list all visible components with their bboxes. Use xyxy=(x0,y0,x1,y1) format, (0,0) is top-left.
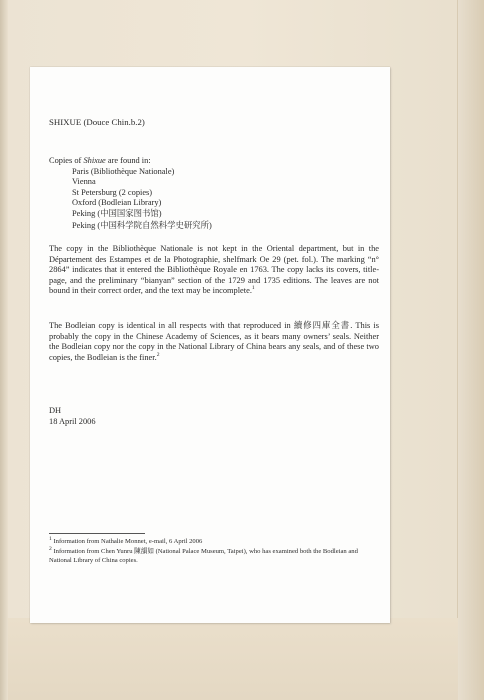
footnote-ref-1: 1 xyxy=(251,285,255,292)
intro-line: Copies of Shixue are found in: xyxy=(49,156,151,165)
footnote: $^2$ Information from Chen Yunru 陳韻如 (National Palace Museum, Taipei), who has examined both the Bodleian and National Library of China copies. xyxy=(49,545,358,564)
inserted-note-sheet xyxy=(30,67,390,623)
signature-initials: DH xyxy=(49,406,62,415)
location-item: Peking (中国国家图书馆) xyxy=(72,209,162,218)
signature-date: 18 April 2006 xyxy=(49,417,96,426)
footnote-ref-2: 2 xyxy=(156,351,160,358)
paragraph-bodleian: The Bodleian copy is identical in all respects with that reproduced in 續修四庫全書. This is probably the copy in the Chinese Academy of Sciences, as it bears many owners’ seals. Neither the Bodleian copy nor the copy in the National Library of China bears any seals, and of these two copies, the Bodleian is the finer.$^2$ xyxy=(49,321,379,362)
paragraph-bibliotheque-nationale: The copy in the Bibliothèque Nationale is not kept in the Oriental department, but in the Département des Estampes et de la Photographie, shelfmark Oe 29 (pet. fol.). The marking “n° 2864” indicates that it entered the Bibliothèque Royale en 1763. The copy lacks its covers, title-page, and the preliminary “bianyan” section of the 1729 and 1735 editions. The leaves are not bound in their correct order, and the text may be incomplete.$^1$ xyxy=(49,244,379,296)
document-heading: SHIXUE (Douce Chin.b.2) xyxy=(49,117,145,127)
location-item: Oxford (Bodleian Library) xyxy=(72,198,162,208)
location-item: Paris (Bibliothèque Nationale) xyxy=(72,166,175,176)
location-item: St Petersburg (2 copies) xyxy=(72,187,153,197)
footnote: $^1$ Information from Nathalie Monnet, e-mail, 6 April 2006 xyxy=(49,535,203,545)
footnote-separator xyxy=(49,533,145,534)
intro-title: Shixue xyxy=(83,156,106,165)
board-lower-area xyxy=(8,618,458,700)
book-spine-edge xyxy=(0,0,8,700)
location-item: Vienna xyxy=(72,177,96,187)
board-right-edge xyxy=(457,0,484,700)
location-item: Peking (中国科学院自然科学史研究所) xyxy=(72,221,212,230)
